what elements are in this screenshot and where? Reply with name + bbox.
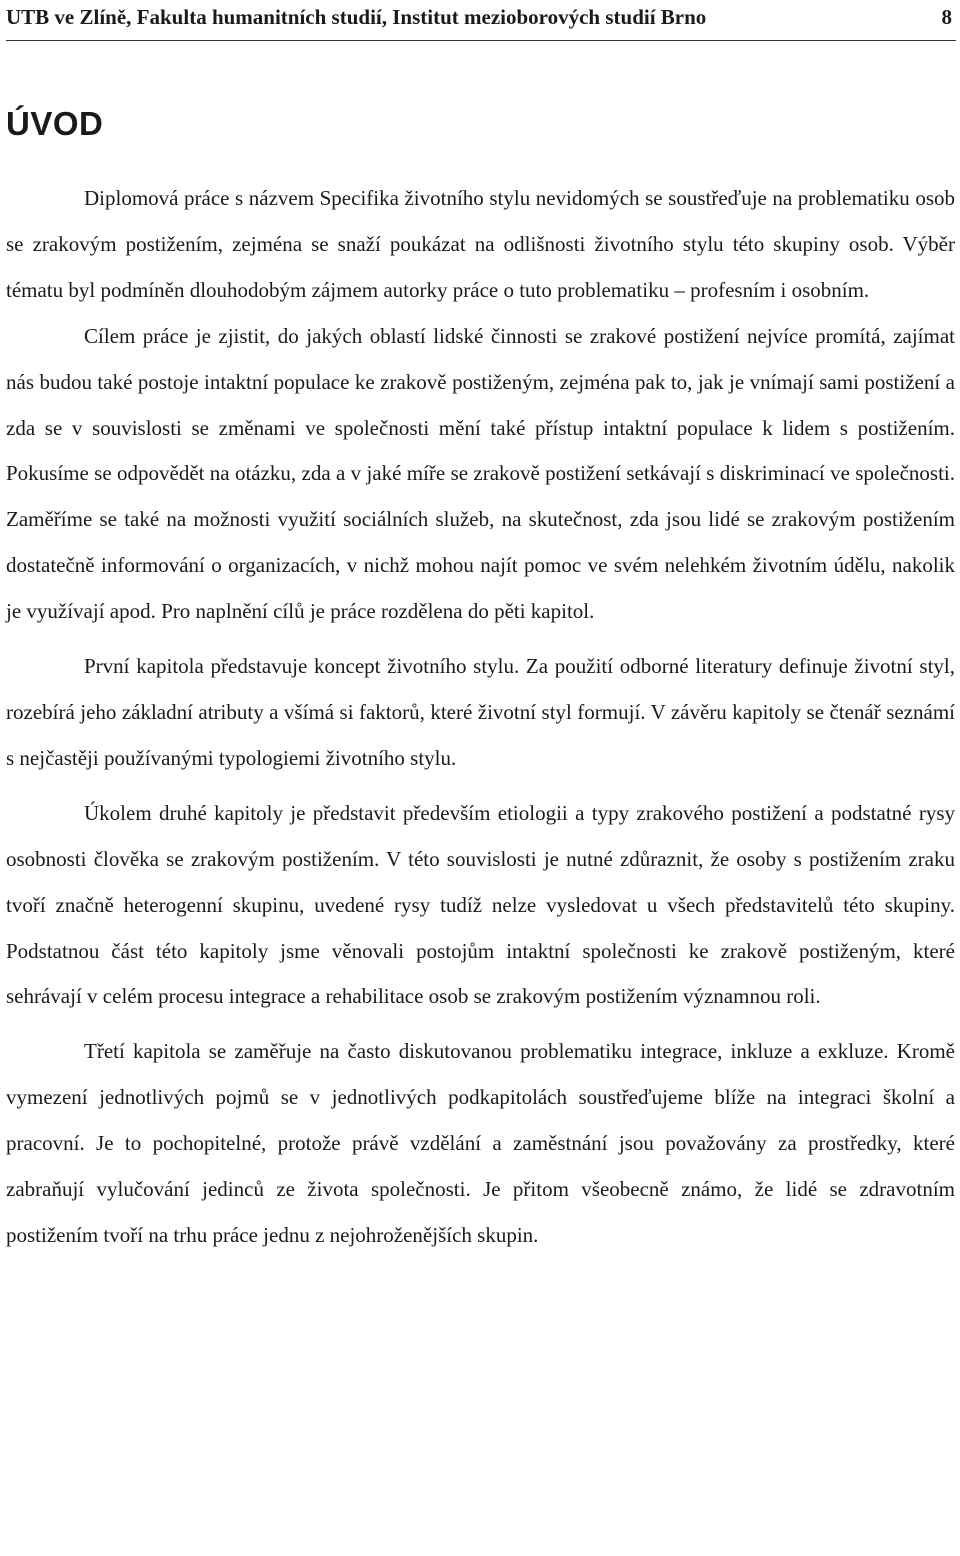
header-divider [6, 40, 956, 41]
body-text [6, 176, 955, 1259]
chapter-title: ÚVOD [6, 105, 104, 142]
paragraph-intro: Diplomová práce s názvem Specifika životního stylu nevidomých se soustřeďuje na problematiku osob se zrakovým postižením, zejména se snaží poukázat na odlišnosti životního stylu této skupiny osob. Výběr tématu byl podmíněn dlouhodobým zájmem autorky práce o tuto problematiku – profesním i osobním. [6, 186, 955, 302]
paragraph-chapter-three: Třetí kapitola se zaměřuje na často diskutovanou problematiku integrace, inkluze a exkluze. Kromě vymezení jednotlivých pojmů se v jednotlivých podkapitolách soustřeďujeme blíže na integraci školní a pracovní. Je to pochopitelné, protože právě vzdělání a zaměstnání jsou považovány za prostředky, které zabraňují vylučování jedinců ze života společnosti. Je přitom všeobecně známo, že lidé se zdravotním postižením tvoří na trhu práce jednu z nejohroženějších skupin. [6, 1039, 955, 1247]
paragraph-chapter-two: Úkolem druhé kapitoly je představit především etiologii a typy zrakového postižení a podstatné rysy osobnosti člověka se zrakovým postižením. V této souvislosti je nutné zdůraznit, že osoby s postižením zraku tvoří značně heterogenní skupinu, uvedené rysy tudíž nelze vysledovat u všech představitelů této skupiny. Podstatnou část této kapitoly jsme věnovali postojům intaktní společnosti ke zrakově postiženým, které sehrávají v celém procesu integrace a rehabilitace osob se zrakovým postižením významnou roli. [6, 800, 955, 1009]
page-number: 8 [941, 4, 952, 29]
header-institution-text: UTB ve Zlíně, Fakulta humanitních studií, Institut mezioborových studií Brno [6, 4, 707, 29]
paragraph-chapter-one: První kapitola představuje koncept životního stylu. Za použití odborné literatury definuje životní styl, rozebírá jeho základní atributy a všímá si faktorů, které životní styl formují. V závěru kapitoly se čtenář seznámí s nejčastěji používanými typologiemi životního stylu. [6, 654, 955, 770]
paragraph-aims: Cílem práce je zjistit, do jakých oblastí lidské činnosti se zrakové postižení nejvíce promítá, zajímat nás budou také postoje intaktní populace ke zrakově postiženým, zejména pak to, jak je vnímají sami postižení a zda se v souvislosti se změnami ve společnosti mění také přístup intaktní populace k lidem s postižením. Pokusíme se odpovědět na otázku, zda a v jaké míře se zrakově postižení setkávají s diskriminací ve společnosti. Zaměříme se také na možnosti využití sociálních služeb, na skutečnost, zda jsou lidé se zrakovým postižením dostatečně informování o organizacích, v nichž mohou najít pomoc ve svém nelehkém životním údělu, nakolik je využívají apod. Pro naplnění cílů je práce rozdělena do pěti kapitol. [6, 323, 955, 624]
running-header [6, 0, 952, 34]
